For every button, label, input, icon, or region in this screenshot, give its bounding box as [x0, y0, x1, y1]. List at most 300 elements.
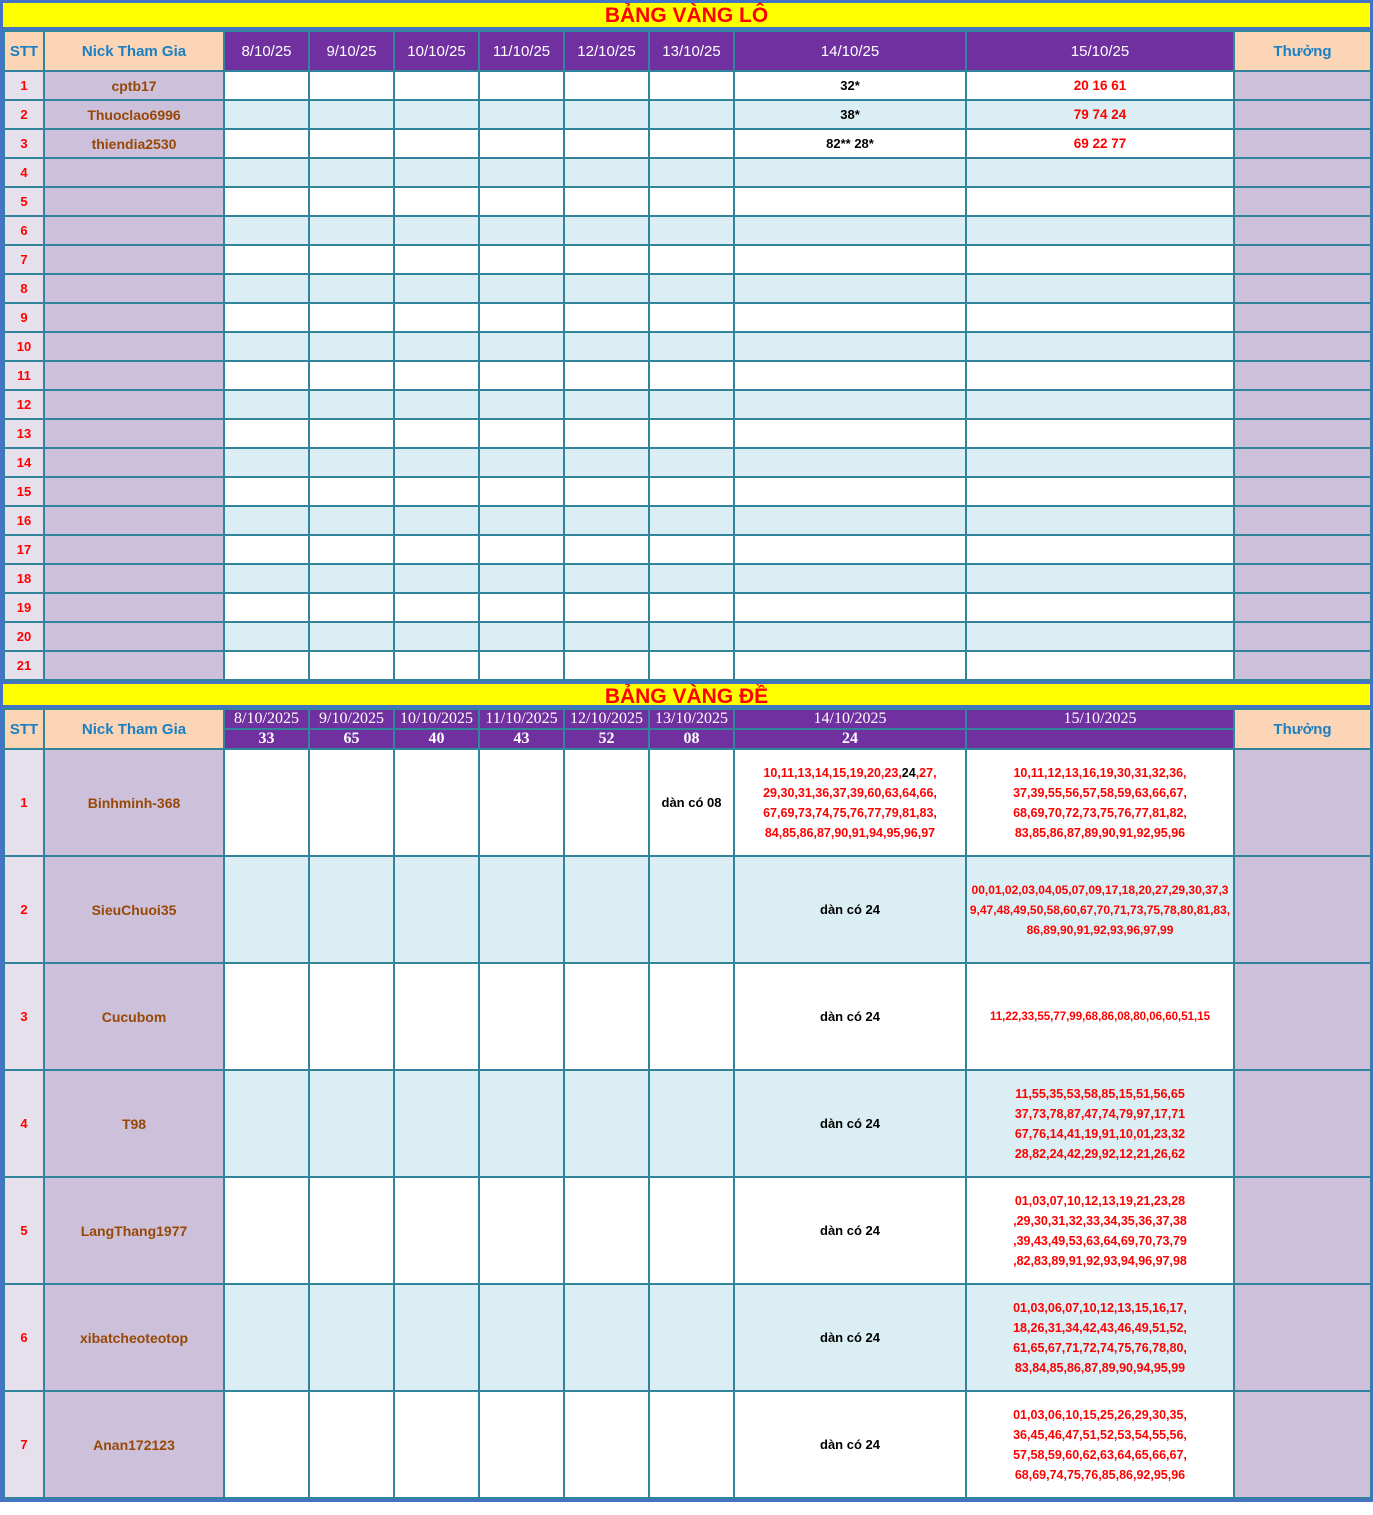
lo-nick-cell [44, 419, 224, 448]
lo-header-nick: Nick Tham Gia [44, 31, 224, 71]
lo-d14-value-cell [734, 477, 966, 506]
lo-date-cell [649, 593, 734, 622]
lo-date-cell [479, 71, 564, 100]
lo-nick-cell: thiendia2530 [44, 129, 224, 158]
de-numbers-cell [966, 856, 1234, 963]
lo-stt-cell: 12 [4, 390, 44, 419]
lo-reward-cell [1234, 593, 1371, 622]
lo-date-cell [224, 448, 309, 477]
lo-stt-cell: 13 [4, 419, 44, 448]
lo-date-cell [394, 535, 479, 564]
lo-header-reward: Thưởng [1234, 31, 1371, 71]
lo-date-cell [309, 651, 394, 680]
de-reward-cell [1234, 1391, 1371, 1498]
number-line: 10,11,13,14,15,19,20,23,24,27, [763, 765, 937, 780]
de-date-cell [479, 1391, 564, 1498]
lo-date-cell [309, 158, 394, 187]
de-header-result: 40 [394, 729, 479, 749]
lo-stt-cell: 1 [4, 71, 44, 100]
de-stt-cell: 4 [4, 1070, 44, 1177]
lo-date-cell [309, 100, 394, 129]
lo-table-row [4, 245, 1371, 274]
lo-stt-cell: 21 [4, 651, 44, 680]
lo-nick-cell: cptb17 [44, 71, 224, 100]
de-stt-cell: 1 [4, 749, 44, 856]
lo-d15-result-cell [966, 245, 1234, 274]
de-date-cell [309, 749, 394, 856]
lo-reward-cell [1234, 245, 1371, 274]
number-line: 67,69,73,74,75,76,77,79,81,83, [763, 805, 937, 820]
lo-date-cell [224, 71, 309, 100]
de-table [3, 708, 1372, 1499]
de-table-row [4, 1284, 1371, 1391]
lo-date-cell [479, 361, 564, 390]
lo-table-row [4, 332, 1371, 361]
lo-d15-result-cell [966, 564, 1234, 593]
lo-date-cell [394, 477, 479, 506]
lo-table-row [4, 506, 1371, 535]
lo-date-cell [309, 332, 394, 361]
number-line: ,82,83,89,91,92,93,94,96,97,98 [1013, 1253, 1187, 1268]
lo-date-cell [479, 419, 564, 448]
lo-reward-cell [1234, 477, 1371, 506]
lo-d14-value-cell [734, 245, 966, 274]
number-line: 01,03,06,07,10,12,13,15,16,17, [1013, 1300, 1187, 1315]
lo-date-cell [394, 187, 479, 216]
lo-date-cell [309, 187, 394, 216]
lo-date-cell [649, 245, 734, 274]
de-stt-cell: 7 [4, 1391, 44, 1498]
lo-date-cell [394, 506, 479, 535]
lo-stt-cell: 3 [4, 129, 44, 158]
lo-date-cell [394, 245, 479, 274]
de-header-nick: Nick Tham Gia [44, 709, 224, 749]
lo-date-cell [224, 274, 309, 303]
de-nick-cell: xibatcheoteotop [44, 1284, 224, 1391]
lo-d14-value-cell [734, 158, 966, 187]
lo-date-cell [649, 303, 734, 332]
de-date-cell [564, 963, 649, 1070]
lo-d14-value-cell: 32* [734, 71, 966, 100]
number-line: 67,76,14,41,19,91,10,01,23,32 [1014, 1126, 1186, 1141]
de-stt-cell: 3 [4, 963, 44, 1070]
lo-table-row [4, 216, 1371, 245]
lo-table-row [4, 419, 1371, 448]
lo-date-cell [309, 216, 394, 245]
lo-date-cell [224, 593, 309, 622]
lo-d15-result-cell [966, 274, 1234, 303]
lo-d15-result-cell [966, 216, 1234, 245]
lo-date-cell [649, 361, 734, 390]
lo-date-cell [309, 361, 394, 390]
lo-date-cell [479, 564, 564, 593]
de-date-cell [309, 1177, 394, 1284]
de-date-cell [394, 1391, 479, 1498]
lo-date-cell [479, 622, 564, 651]
de-header-result: 52 [564, 729, 649, 749]
de-numbers-cell [966, 1177, 1234, 1284]
lo-stt-cell: 19 [4, 593, 44, 622]
lo-nick-cell [44, 303, 224, 332]
lo-d15-result-cell [966, 158, 1234, 187]
lo-stt-cell: 4 [4, 158, 44, 187]
lo-stt-cell: 16 [4, 506, 44, 535]
lo-date-cell [224, 390, 309, 419]
lo-date-cell [394, 390, 479, 419]
lo-stt-cell: 6 [4, 216, 44, 245]
lo-header-date: 11/10/25 [479, 31, 564, 71]
lo-reward-cell [1234, 448, 1371, 477]
de-date-cell [649, 1070, 734, 1177]
lo-reward-cell [1234, 419, 1371, 448]
lo-table-row [4, 71, 1371, 100]
lo-date-cell [394, 303, 479, 332]
number-line: 01,03,07,10,12,13,19,21,23,28 [1014, 1193, 1186, 1208]
de-date-cell [479, 856, 564, 963]
lo-d14-value-cell [734, 622, 966, 651]
lo-date-cell [649, 274, 734, 303]
lo-date-cell [479, 448, 564, 477]
lo-table-row [4, 187, 1371, 216]
lo-nick-cell [44, 274, 224, 303]
lo-header-row [4, 31, 1371, 71]
lo-date-cell [564, 622, 649, 651]
lo-nick-cell [44, 593, 224, 622]
de-date-cell [224, 963, 309, 1070]
lo-d14-value-cell [734, 506, 966, 535]
lo-d14-value-cell [734, 535, 966, 564]
de-header-reward: Thưởng [1234, 709, 1371, 749]
de-date-cell [394, 963, 479, 1070]
de-date-cell [564, 1177, 649, 1284]
lo-d15-result-cell [966, 303, 1234, 332]
lo-date-cell [224, 622, 309, 651]
number-line: 83,85,86,87,89,90,91,92,95,96 [1014, 825, 1186, 840]
lo-date-cell [394, 129, 479, 158]
lo-table-row [4, 622, 1371, 651]
lo-date-cell [564, 216, 649, 245]
lo-stt-cell: 11 [4, 361, 44, 390]
lo-date-cell [649, 506, 734, 535]
lo-d14-value-cell [734, 390, 966, 419]
lo-nick-cell [44, 187, 224, 216]
de-date-cell [224, 749, 309, 856]
lo-date-cell [479, 593, 564, 622]
de-date-cell [564, 749, 649, 856]
lo-stt-cell: 17 [4, 535, 44, 564]
de-note-cell: dàn có 24 [734, 1070, 966, 1177]
lo-date-cell [564, 651, 649, 680]
lo-date-cell [564, 477, 649, 506]
lo-date-cell [564, 158, 649, 187]
lo-stt-cell: 18 [4, 564, 44, 593]
de-nick-cell: Anan172123 [44, 1391, 224, 1498]
de-date-cell [394, 1177, 479, 1284]
lo-date-cell [564, 593, 649, 622]
de-date-cell [394, 749, 479, 856]
lo-reward-cell [1234, 651, 1371, 680]
lo-date-cell [394, 419, 479, 448]
lo-d15-result-cell [966, 448, 1234, 477]
lo-date-cell [564, 506, 649, 535]
de-header-date: 15/10/2025 [966, 709, 1234, 729]
lo-date-cell [479, 506, 564, 535]
lo-date-cell [394, 332, 479, 361]
de-numbers-cell [966, 1284, 1234, 1391]
de-date-cell [649, 1391, 734, 1498]
lo-date-cell [564, 564, 649, 593]
de-nick-cell: Cucubom [44, 963, 224, 1070]
lo-reward-cell [1234, 622, 1371, 651]
lo-reward-cell [1234, 71, 1371, 100]
lo-header-date: 14/10/25 [734, 31, 966, 71]
de-note-cell: dàn có 24 [734, 963, 966, 1070]
de-header-date: 11/10/2025 [479, 709, 564, 729]
de-numbers-cell [966, 1070, 1234, 1177]
lo-nick-cell: Thuoclao6996 [44, 100, 224, 129]
lo-date-cell [309, 390, 394, 419]
de-date-cell [224, 1391, 309, 1498]
lo-date-cell [564, 303, 649, 332]
number-line: 57,58,59,60,62,63,64,65,66,67, [1013, 1447, 1187, 1462]
lo-date-cell [564, 100, 649, 129]
lo-date-cell [479, 274, 564, 303]
lo-stt-cell: 10 [4, 332, 44, 361]
lo-date-cell [309, 274, 394, 303]
lo-d14-value-cell [734, 651, 966, 680]
de-stt-cell: 2 [4, 856, 44, 963]
lo-date-cell [649, 332, 734, 361]
lo-date-cell [649, 535, 734, 564]
de-date-cell [224, 1177, 309, 1284]
de-date-cell: dàn có 08 [649, 749, 734, 856]
de-reward-cell [1234, 856, 1371, 963]
lo-d15-result-cell: 20 16 61 [966, 71, 1234, 100]
de-header-date: 9/10/2025 [309, 709, 394, 729]
lo-date-cell [649, 477, 734, 506]
lo-date-cell [564, 187, 649, 216]
lo-nick-cell [44, 448, 224, 477]
lo-table-row [4, 535, 1371, 564]
de-date-cell [649, 1284, 734, 1391]
lo-date-cell [479, 129, 564, 158]
lo-date-cell [479, 651, 564, 680]
de-date-cell [309, 963, 394, 1070]
de-header-date: 8/10/2025 [224, 709, 309, 729]
lo-d14-value-cell [734, 448, 966, 477]
de-date-cell [564, 1070, 649, 1177]
de-header-result: 43 [479, 729, 564, 749]
number-line: 11,22,33,55,77,99,68,86,08,80,06,60,51,15 [990, 1010, 1210, 1023]
lo-reward-cell [1234, 129, 1371, 158]
lo-date-cell [394, 651, 479, 680]
de-date-cell [649, 856, 734, 963]
lo-date-cell [224, 216, 309, 245]
lo-date-cell [649, 216, 734, 245]
de-stt-cell: 6 [4, 1284, 44, 1391]
de-note-cell: dàn có 24 [734, 856, 966, 963]
de-date-cell [394, 1284, 479, 1391]
de-nick-cell: T98 [44, 1070, 224, 1177]
lo-date-cell [394, 361, 479, 390]
lo-date-cell [394, 274, 479, 303]
de-note-cell: dàn có 24 [734, 1177, 966, 1284]
lo-reward-cell [1234, 303, 1371, 332]
lo-date-cell [309, 477, 394, 506]
lo-stt-cell: 7 [4, 245, 44, 274]
number-line: ,29,30,31,32,33,34,35,36,37,38 [1013, 1213, 1187, 1228]
lo-date-cell [394, 622, 479, 651]
de-header-date: 10/10/2025 [394, 709, 479, 729]
de-date-cell [224, 856, 309, 963]
lo-date-cell [564, 332, 649, 361]
de-header-result: 24 [734, 729, 966, 749]
de-table-row [4, 1177, 1371, 1284]
lo-date-cell [309, 419, 394, 448]
lo-nick-cell [44, 332, 224, 361]
lo-date-cell [394, 564, 479, 593]
de-reward-cell [1234, 1284, 1371, 1391]
lo-date-cell [394, 158, 479, 187]
number-line: 29,30,31,36,37,39,60,63,64,66, [763, 785, 937, 800]
lo-date-cell [309, 593, 394, 622]
de-header-dates-row [4, 709, 1371, 729]
de-table-title: BẢNG VÀNG ĐỀ [3, 681, 1370, 708]
lo-date-cell [224, 303, 309, 332]
lo-date-cell [564, 390, 649, 419]
lo-reward-cell [1234, 187, 1371, 216]
lo-nick-cell [44, 477, 224, 506]
lo-header-date: 9/10/25 [309, 31, 394, 71]
lo-stt-cell: 15 [4, 477, 44, 506]
lo-stt-cell: 8 [4, 274, 44, 303]
lo-date-cell [224, 535, 309, 564]
de-date-cell [479, 1177, 564, 1284]
lo-date-cell [479, 477, 564, 506]
lo-reward-cell [1234, 535, 1371, 564]
de-nick-cell: SieuChuoi35 [44, 856, 224, 963]
number-line: ,39,43,49,53,63,64,69,70,73,79 [1013, 1233, 1187, 1248]
lo-d15-result-cell [966, 390, 1234, 419]
number-line: 37,39,55,56,57,58,59,63,66,67, [1013, 785, 1187, 800]
de-date-cell [564, 856, 649, 963]
lo-date-cell [649, 100, 734, 129]
lo-header-date: 13/10/25 [649, 31, 734, 71]
lo-date-cell [309, 245, 394, 274]
lo-date-cell [564, 448, 649, 477]
lo-date-cell [564, 129, 649, 158]
lo-table-row [4, 158, 1371, 187]
lo-nick-cell [44, 506, 224, 535]
lo-table-row [4, 477, 1371, 506]
number-line: 83,84,85,86,87,89,90,94,95,99 [1014, 1360, 1186, 1375]
de-numbers-cell [966, 749, 1234, 856]
de-date-cell [479, 963, 564, 1070]
lo-date-cell [224, 100, 309, 129]
lo-reward-cell [1234, 361, 1371, 390]
lo-table-row [4, 129, 1371, 158]
de-stt-cell: 5 [4, 1177, 44, 1284]
lo-d15-result-cell: 79 74 24 [966, 100, 1234, 129]
lo-nick-cell [44, 245, 224, 274]
lo-date-cell [479, 332, 564, 361]
lo-d15-result-cell [966, 187, 1234, 216]
lo-table-row [4, 593, 1371, 622]
lo-date-cell [479, 245, 564, 274]
de-date-cell [479, 1070, 564, 1177]
lo-date-cell [394, 71, 479, 100]
matched-number: 24 [901, 765, 916, 780]
number-line: 18,26,31,34,42,43,46,49,51,52, [1013, 1320, 1187, 1335]
lo-d14-value-cell [734, 564, 966, 593]
de-header-date: 14/10/2025 [734, 709, 966, 729]
lo-date-cell [309, 303, 394, 332]
lo-d15-result-cell [966, 593, 1234, 622]
lo-date-cell [224, 158, 309, 187]
number-line: 36,45,46,47,51,52,53,54,55,56, [1013, 1427, 1187, 1442]
lo-d14-value-cell [734, 303, 966, 332]
lo-table-row [4, 651, 1371, 680]
lo-date-cell [224, 129, 309, 158]
lo-reward-cell [1234, 390, 1371, 419]
de-date-cell [479, 749, 564, 856]
lo-table-row [4, 448, 1371, 477]
number-line: 01,03,06,10,15,25,26,29,30,35, [1013, 1407, 1187, 1422]
de-reward-cell [1234, 1177, 1371, 1284]
lo-d15-result-cell [966, 651, 1234, 680]
lo-d14-value-cell [734, 332, 966, 361]
de-date-cell [564, 1284, 649, 1391]
lo-d14-value-cell [734, 274, 966, 303]
lo-d14-value-cell [734, 216, 966, 245]
de-header-result: 08 [649, 729, 734, 749]
de-header-date: 12/10/2025 [564, 709, 649, 729]
lo-header-stt: STT [4, 31, 44, 71]
lo-date-cell [649, 129, 734, 158]
de-numbers-cell [734, 749, 966, 856]
lo-reward-cell [1234, 506, 1371, 535]
lo-date-cell [649, 158, 734, 187]
de-reward-cell [1234, 1070, 1371, 1177]
lo-date-cell [394, 593, 479, 622]
lo-header-date: 15/10/25 [966, 31, 1234, 71]
lo-table-row [4, 274, 1371, 303]
lo-date-cell [479, 216, 564, 245]
lo-date-cell [649, 448, 734, 477]
de-nick-cell: Binhminh-368 [44, 749, 224, 856]
de-note-cell: dàn có 24 [734, 1391, 966, 1498]
de-table-row [4, 1070, 1371, 1177]
de-table-row [4, 1391, 1371, 1498]
lo-date-cell [564, 361, 649, 390]
de-nick-cell: LangThang1977 [44, 1177, 224, 1284]
lo-date-cell [224, 332, 309, 361]
number-line: 00,01,02,03,04,05,07,09,17,18,20,27,29,30,37,39,47,48,49,50,58,60,67,70,71,73,75,78,80,81,83,86,89,90,91,92,93,96,97,99 [969, 882, 1231, 937]
de-numbers-cell [966, 963, 1234, 1070]
lo-d15-result-cell: 69 22 77 [966, 129, 1234, 158]
de-table-row [4, 963, 1371, 1070]
lo-date-cell [224, 651, 309, 680]
de-date-cell [309, 1070, 394, 1177]
lo-nick-cell [44, 535, 224, 564]
lo-date-cell [394, 216, 479, 245]
lo-date-cell [649, 71, 734, 100]
lo-nick-cell [44, 216, 224, 245]
lo-d14-value-cell: 82** 28* [734, 129, 966, 158]
lo-d15-result-cell [966, 419, 1234, 448]
lo-d14-value-cell [734, 187, 966, 216]
lo-header-date: 12/10/25 [564, 31, 649, 71]
